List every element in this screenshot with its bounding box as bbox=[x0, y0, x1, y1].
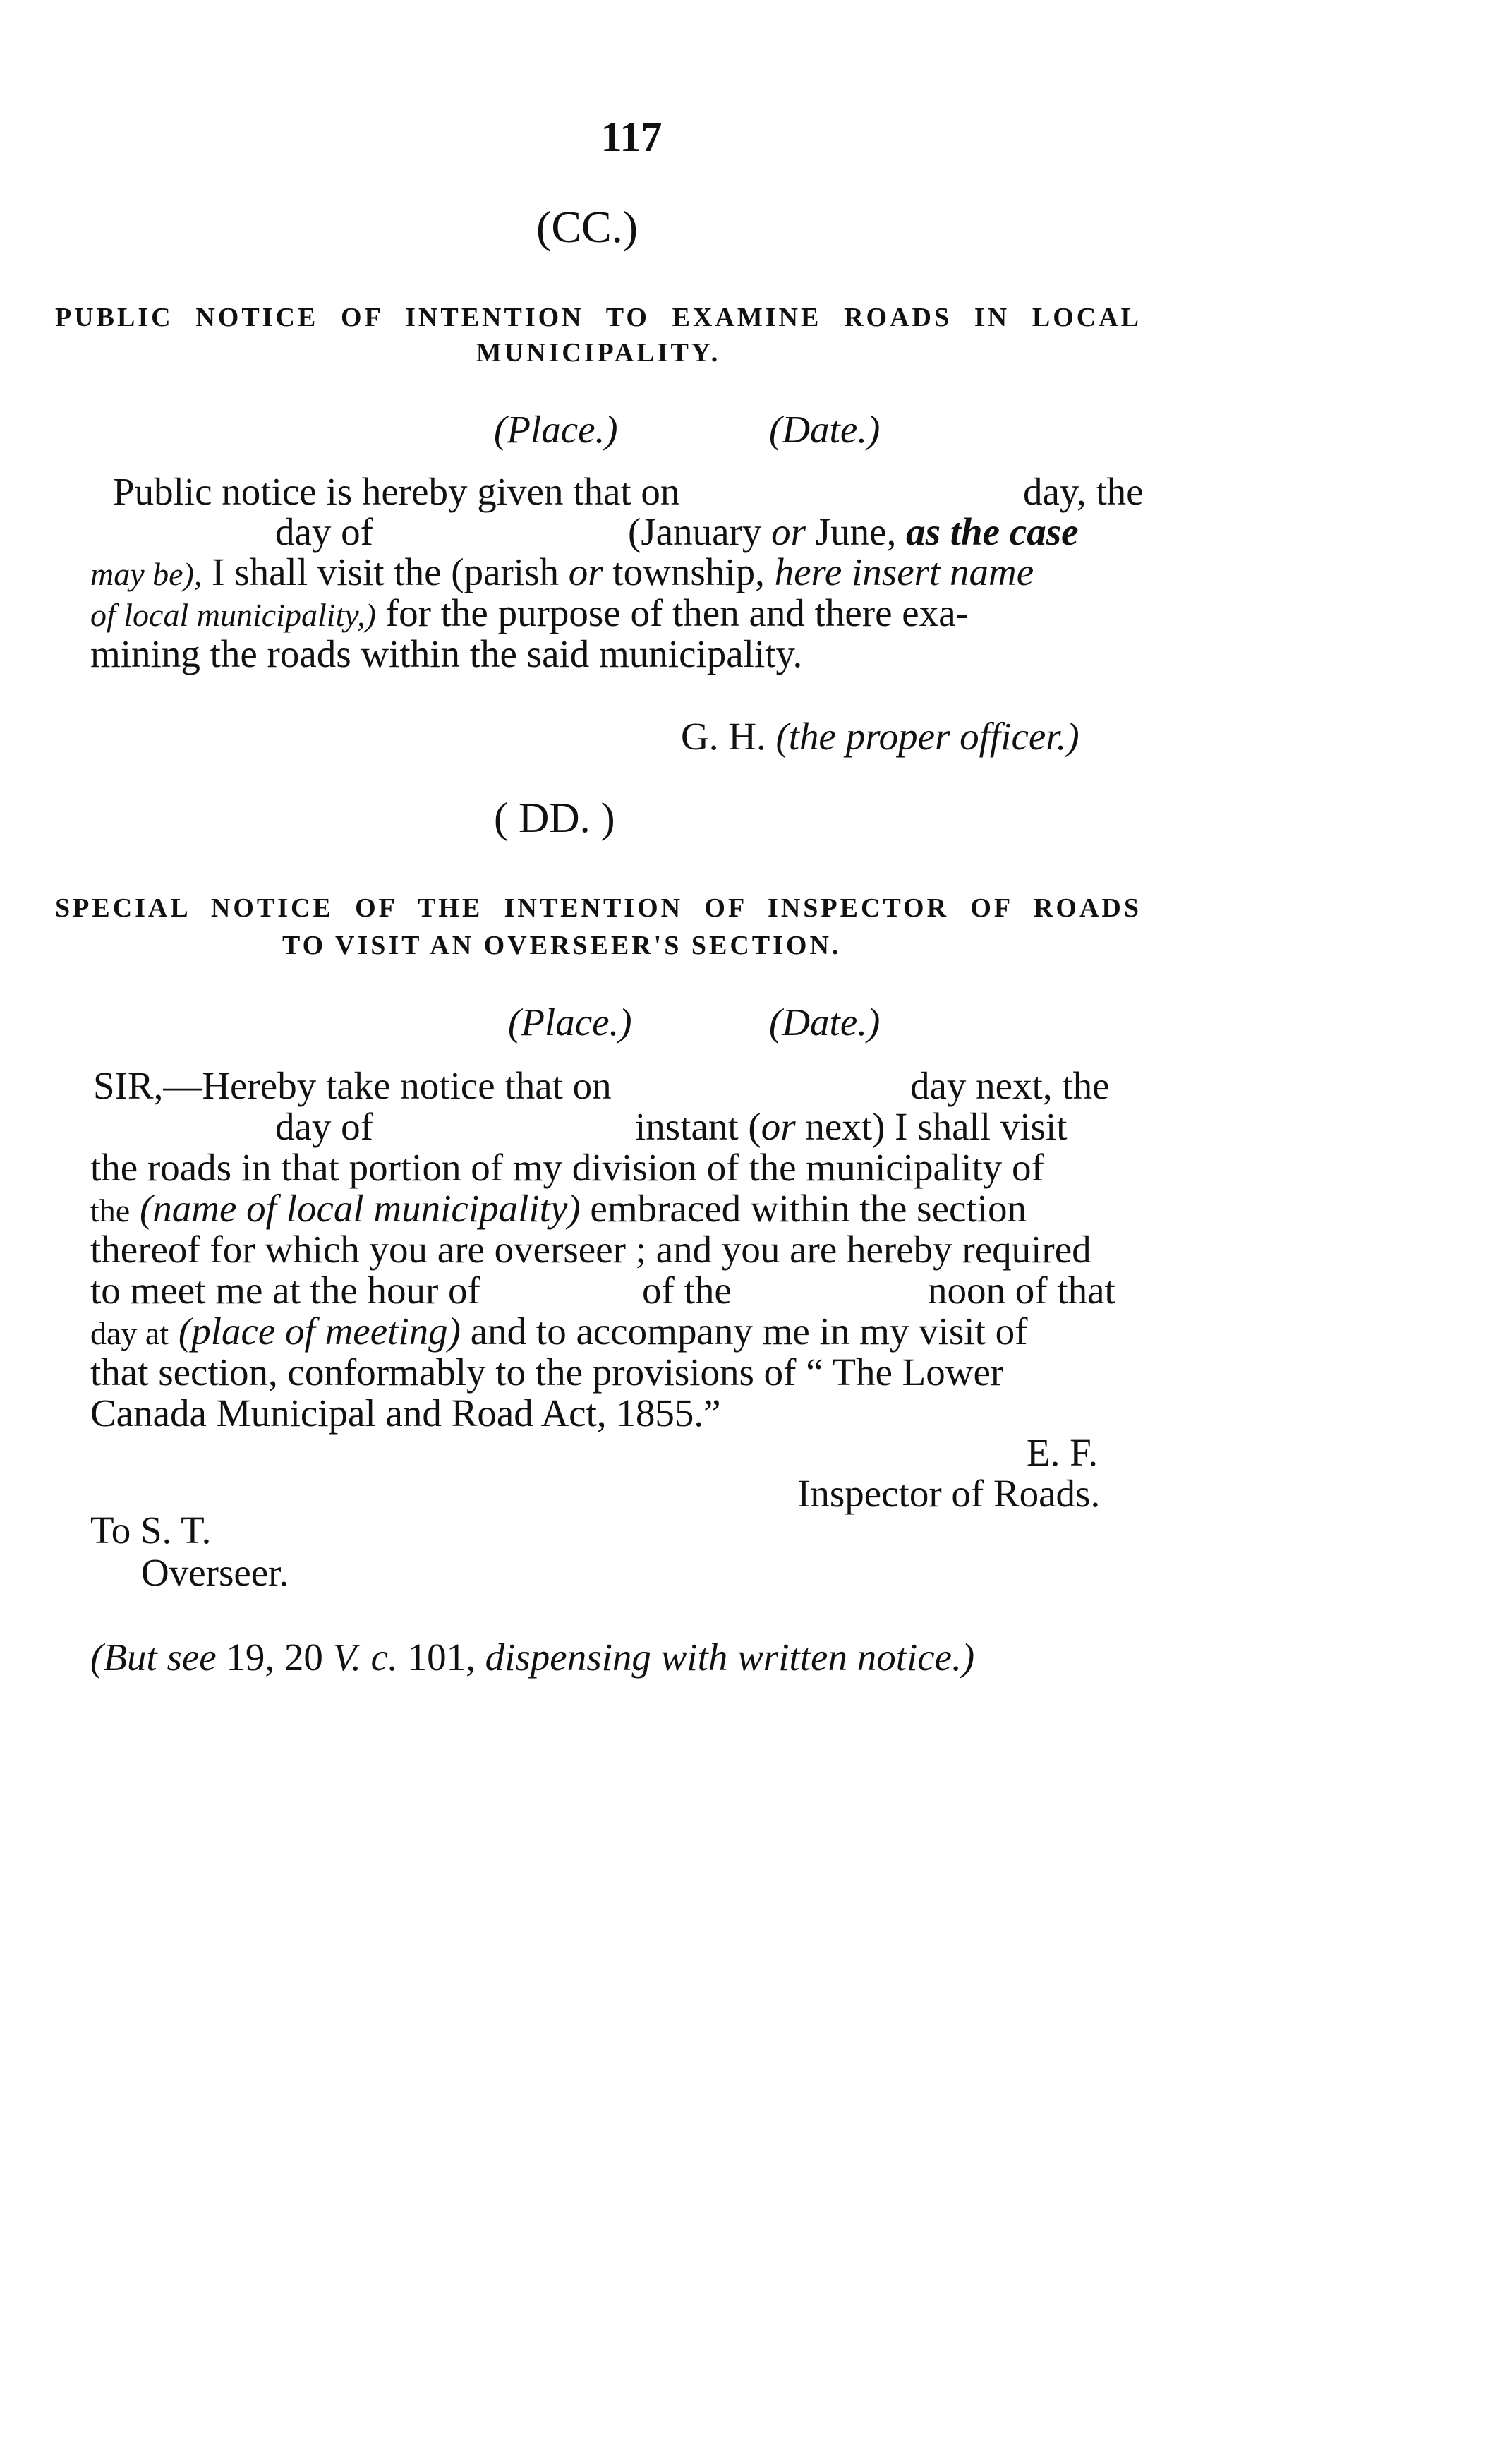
dd-footnote-c: V. c. bbox=[332, 1636, 398, 1679]
cc-signature-initials: G. H. bbox=[681, 715, 766, 758]
dd-footnote-a: (But see bbox=[90, 1636, 217, 1679]
cc-line-2-text bbox=[628, 512, 1079, 552]
dd-line-2b: instant ( bbox=[635, 1105, 761, 1148]
page-number: 117 bbox=[600, 114, 663, 160]
cc-line-4a: of local municipality,) bbox=[90, 597, 376, 633]
section-label-cc: (CC.) bbox=[536, 202, 638, 252]
heading-cc-line2: MUNICIPALITY. bbox=[476, 338, 721, 368]
heading-cc-line1: PUBLIC NOTICE OF INTENTION TO EXAMINE ROADS IN LOCAL bbox=[55, 303, 1142, 332]
section-label-dd: ( DD. ) bbox=[494, 795, 615, 841]
cc-line-2d: June, bbox=[815, 510, 897, 553]
cc-line-1b: day, the bbox=[1023, 470, 1144, 513]
cc-line-1a: Public notice is hereby given that on bbox=[113, 470, 680, 513]
dd-signature: E. F. bbox=[1027, 1431, 1099, 1474]
date-dd: (Date.) bbox=[769, 1001, 881, 1044]
dd-line-1b: day next, the bbox=[910, 1064, 1110, 1107]
heading-dd-line2: TO VISIT AN OVERSEER'S SECTION. bbox=[282, 931, 842, 960]
dd-line-2 bbox=[635, 1106, 1068, 1147]
cc-line-2e: as the case bbox=[906, 510, 1079, 553]
cc-line-2c: or bbox=[771, 510, 806, 553]
dd-to-title: Overseer. bbox=[141, 1551, 289, 1594]
dd-line-2c: or bbox=[761, 1105, 796, 1148]
place-cc: (Place.) bbox=[494, 408, 618, 451]
dd-line-6b: of the bbox=[642, 1269, 732, 1312]
dd-footnote-d: 101, bbox=[407, 1636, 476, 1679]
cc-line-4b: for the purpose of then and there exa- bbox=[385, 591, 969, 634]
cc-line-3b: I shall visit the (parish bbox=[212, 550, 559, 593]
dd-line-1a: SIR,—Hereby take notice that on bbox=[93, 1064, 612, 1107]
dd-line-6c: noon of that bbox=[928, 1269, 1115, 1312]
dd-footnote-e: dispensing with written notice.) bbox=[485, 1636, 975, 1679]
dd-line-2d: next) I shall visit bbox=[805, 1105, 1068, 1148]
cc-line-2a: day of bbox=[275, 510, 373, 553]
dd-line-4a: the bbox=[90, 1192, 131, 1228]
cc-line-3 bbox=[90, 552, 1142, 595]
dd-line-7c: and to accompany me in my visit of bbox=[470, 1310, 1028, 1353]
date-cc: (Date.) bbox=[769, 408, 881, 451]
cc-line-2b: (January bbox=[628, 510, 762, 553]
dd-line-7b: (place of meeting) bbox=[178, 1310, 461, 1353]
dd-to-line: To S. T. bbox=[90, 1509, 212, 1552]
cc-line-3c: or bbox=[568, 550, 603, 593]
place-dd: (Place.) bbox=[508, 1001, 632, 1044]
cc-signature-note: (the proper officer.) bbox=[775, 715, 1079, 758]
cc-line-3a: may be), bbox=[90, 556, 202, 592]
dd-line-5: thereof for which you are overseer ; and you are hereby required bbox=[90, 1228, 1091, 1271]
dd-footnote bbox=[90, 1637, 974, 1678]
cc-line-3d: township, bbox=[612, 550, 765, 593]
dd-line-6a: to meet me at the hour of bbox=[90, 1269, 480, 1312]
dd-line-3: the roads in that portion of my division of the municipality of bbox=[90, 1146, 1044, 1189]
dd-line-2a: day of bbox=[275, 1105, 373, 1148]
dd-signature-title: Inspector of Roads. bbox=[797, 1472, 1101, 1515]
cc-signature bbox=[681, 716, 1079, 757]
dd-line-7 bbox=[90, 1311, 1027, 1354]
dd-line-4c: embraced within the section bbox=[590, 1187, 1027, 1230]
dd-line-8: that section, conformably to the provisions of “ The Lower bbox=[90, 1351, 1004, 1394]
cc-line-4 bbox=[90, 593, 969, 636]
heading-dd-line1: SPECIAL NOTICE OF THE INTENTION OF INSPECTOR OF ROADS bbox=[55, 893, 1142, 923]
dd-footnote-b: 19, 20 bbox=[226, 1636, 323, 1679]
cc-line-3e: here insert name bbox=[774, 550, 1034, 593]
dd-line-7a: day at bbox=[90, 1315, 169, 1351]
cc-line-5: mining the roads within the said municipality. bbox=[90, 632, 803, 675]
dd-line-4b: (name of local municipality) bbox=[139, 1187, 581, 1230]
dd-line-4 bbox=[90, 1188, 1027, 1231]
dd-line-9: Canada Municipal and Road Act, 1855.” bbox=[90, 1391, 721, 1435]
